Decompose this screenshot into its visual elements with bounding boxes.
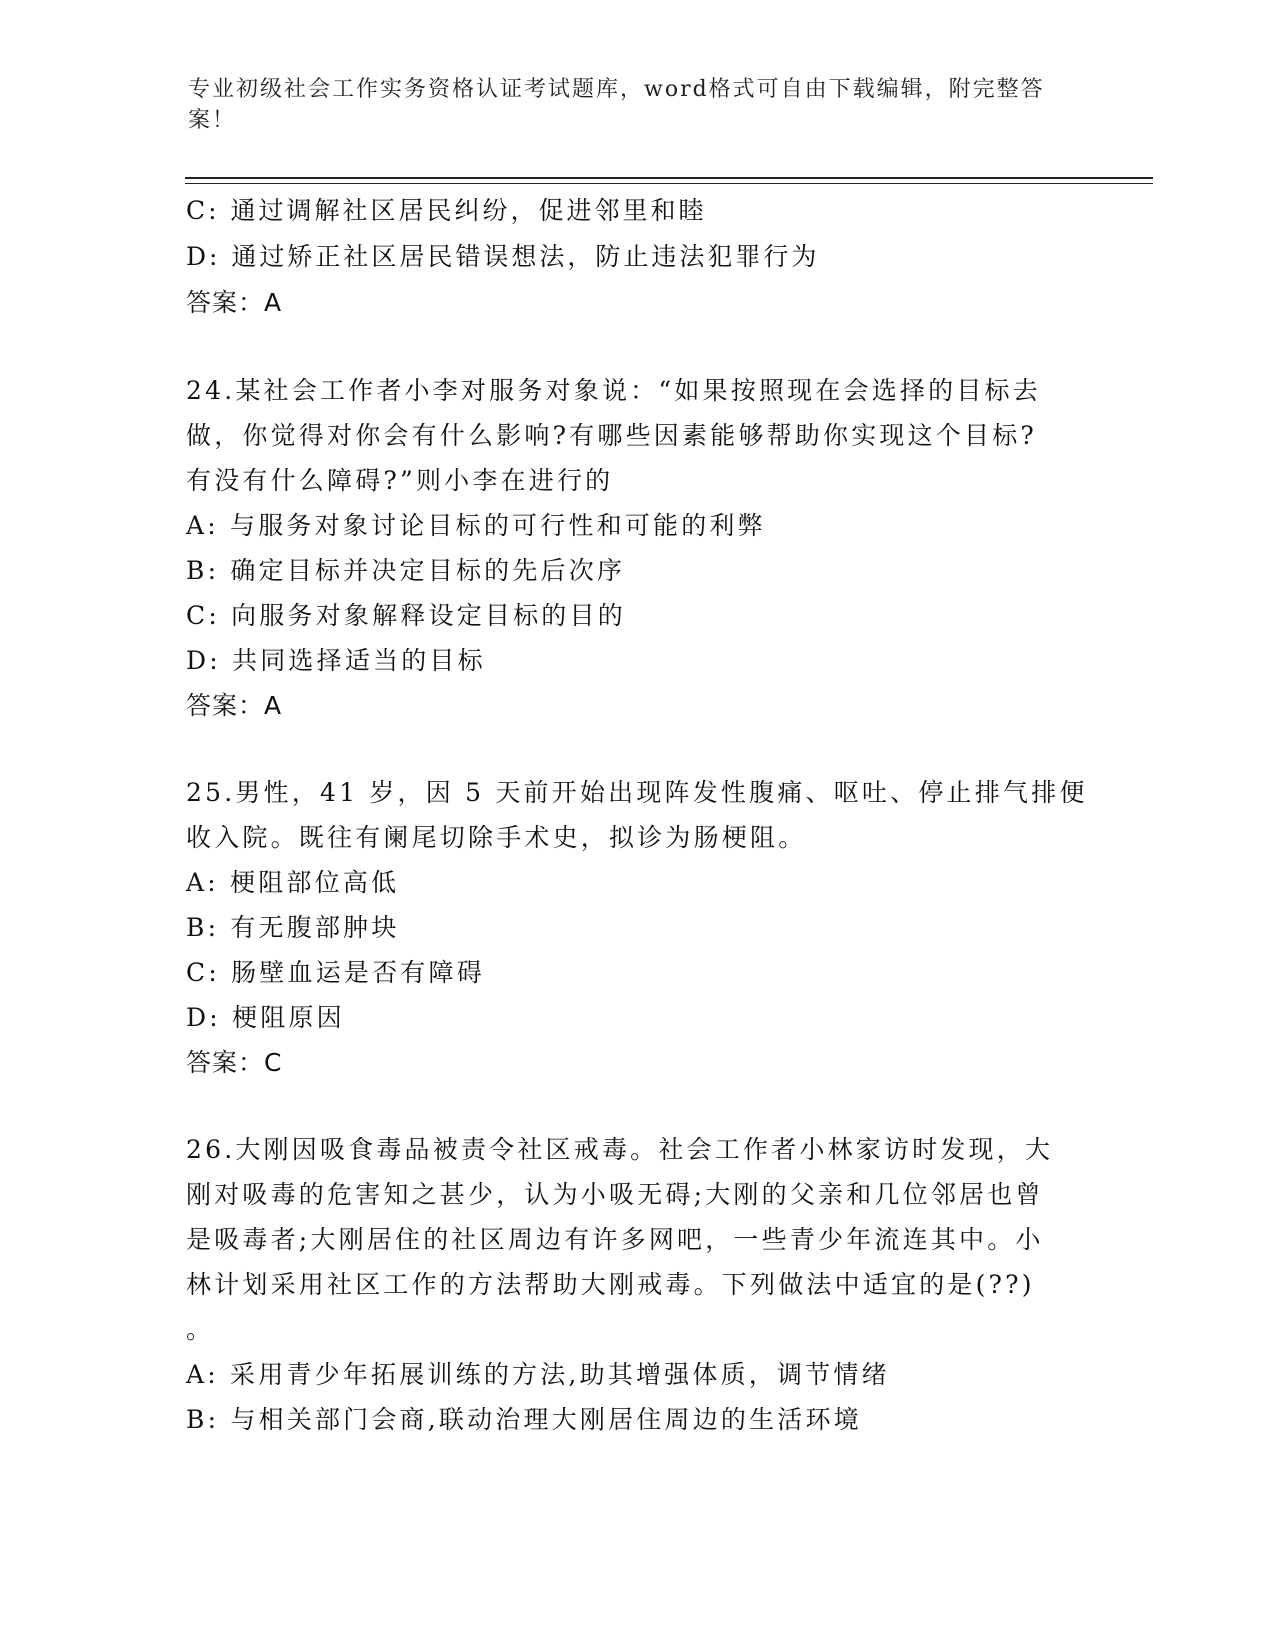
question-stem-line: 刚对吸毒的危害知之甚少，认为小吸无碍;大刚的父亲和几位邻居也曾 — [186, 1180, 1044, 1209]
header-line-1: 专业初级社会工作实务资格认证考试题库，word格式可自由下载编辑，附完整答 — [188, 77, 1045, 102]
option-c: C: 向服务对象解释设定目标的目的 — [186, 601, 626, 630]
question-content — [186, 188, 1086, 1442]
option-a: A: 与服务对象讨论目标的可行性和可能的利弊 — [186, 511, 766, 540]
question-stem-line: 做，你觉得对你会有什么影响?有哪些因素能够帮助你实现这个目标? — [186, 421, 1038, 450]
question-stem-line: 收入院。既往有阑尾切除手术史，拟诊为肠梗阻。 — [186, 823, 807, 852]
answer-line: 答案：C — [186, 1048, 283, 1077]
question-24 — [186, 368, 1086, 728]
option-b: B: 有无腹部肿块 — [186, 913, 400, 942]
header-rule-thin — [185, 183, 1153, 184]
question-stem-line: 24.某社会工作者小李对服务对象说：“如果按照现在会选择的目标去 — [186, 376, 1041, 405]
question-stem-line: 是吸毒者;大刚居住的社区周边有许多网吧，一些青少年流连其中。小 — [186, 1225, 1044, 1254]
option-a: A: 采用青少年拓展训练的方法,助其增强体质，调节情绪 — [186, 1360, 890, 1389]
option-b: B: 与相关部门会商,联动治理大刚居住周边的生活环境 — [186, 1405, 862, 1434]
option-d: D: 共同选择适当的目标 — [186, 646, 486, 675]
question-stem-line: 26.大刚因吸食毒品被责令社区戒毒。社会工作者小林家访时发现，大 — [186, 1135, 1054, 1164]
option-c: C: 通过调解社区居民纠纷，促进邻里和睦 — [186, 196, 707, 225]
question-25 — [186, 770, 1086, 1085]
question-26 — [186, 1127, 1086, 1442]
header-line-2: 案！ — [188, 108, 237, 133]
option-c: C: 肠壁血运是否有障碍 — [186, 958, 485, 987]
question-stem-line: 有没有什么障碍?”则小李在进行的 — [186, 466, 614, 495]
option-d: D: 通过矫正社区居民错误想法，防止违法犯罪行为 — [186, 242, 820, 271]
page-header — [188, 74, 1068, 136]
header-rule-thick — [185, 177, 1153, 179]
option-a: A: 梗阻部位高低 — [186, 868, 400, 897]
question-stem-line: 。 — [186, 1315, 215, 1344]
option-d: D: 梗阻原因 — [186, 1003, 345, 1032]
answer-line: 答案：A — [186, 691, 283, 720]
option-b: B: 确定目标并决定目标的先后次序 — [186, 556, 626, 585]
question-stem-line: 林计划采用社区工作的方法帮助大刚戒毒。下列做法中适宜的是(??) — [186, 1270, 1035, 1299]
question-stem-line: 25.男性，41 岁，因 5 天前开始出现阵发性腹痛、呕吐、停止排气排便 — [186, 778, 1088, 807]
answer-line: 答案：A — [186, 288, 283, 317]
previous-question — [186, 188, 1086, 326]
